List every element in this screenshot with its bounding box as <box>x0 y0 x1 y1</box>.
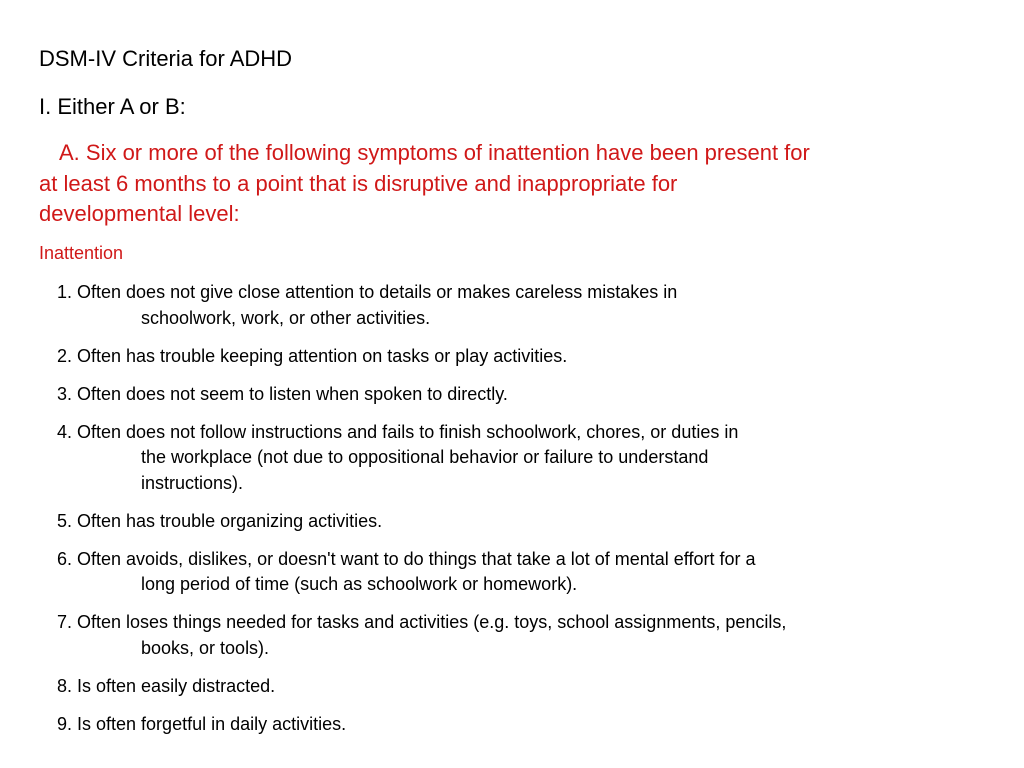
symptom-text: 4. Often does not follow instructions and fails to finish schoolwork, chores, or duties in <box>57 421 739 442</box>
symptom-text: 5. Often has trouble organizing activities. <box>57 510 383 531</box>
symptom-item <box>57 420 957 497</box>
symptom-text: 6. Often avoids, dislikes, or doesn't want to do things that take a lot of mental effort for a <box>57 548 756 569</box>
symptom-text: 7. Often loses things needed for tasks and activities (e.g. toys, school assignments, pencils, <box>57 612 787 632</box>
symptom-item <box>57 382 957 408</box>
criterion-a-line-1: A. Six or more of the following symptoms of inattention have been present for <box>59 140 810 165</box>
symptom-text-continuation: long period of time (such as schoolwork or homework). <box>141 574 578 594</box>
symptom-text: 9. Is often forgetful in daily activities. <box>57 713 347 734</box>
symptom-text-continuation: schoolwork, work, or other activities. <box>141 307 431 328</box>
symptom-text: 1. Often does not give close attention to details or makes careless mistakes in <box>57 282 678 302</box>
symptom-item <box>57 610 957 661</box>
either-a-or-b-heading: I. Either A or B: <box>39 94 186 119</box>
symptom-text-continuation: instructions). <box>141 472 244 493</box>
criterion-a-text <box>39 138 959 230</box>
slide-title: DSM-IV Criteria for ADHD <box>39 46 293 71</box>
symptom-item <box>57 712 957 738</box>
symptom-text-continuation: the workplace (not due to oppositional behavior or failure to understand <box>141 447 709 467</box>
symptom-list <box>57 280 957 750</box>
symptom-text: 8. Is often easily distracted. <box>57 675 276 696</box>
symptom-text: 2. Often has trouble keeping attention on tasks or play activities. <box>57 345 568 366</box>
symptom-item <box>57 547 957 598</box>
section-label-inattention: Inattention <box>39 243 124 263</box>
criterion-a-line-3: developmental level: <box>39 201 240 226</box>
symptom-item <box>57 280 957 331</box>
symptom-item <box>57 344 957 370</box>
symptom-item <box>57 509 957 535</box>
criterion-a-line-2: at least 6 months to a point that is disruptive and inappropriate for <box>39 170 678 196</box>
symptom-item <box>57 674 957 700</box>
symptom-text: 3. Often does not seem to listen when spoken to directly. <box>57 383 508 404</box>
symptom-text-continuation: books, or tools). <box>141 637 270 658</box>
